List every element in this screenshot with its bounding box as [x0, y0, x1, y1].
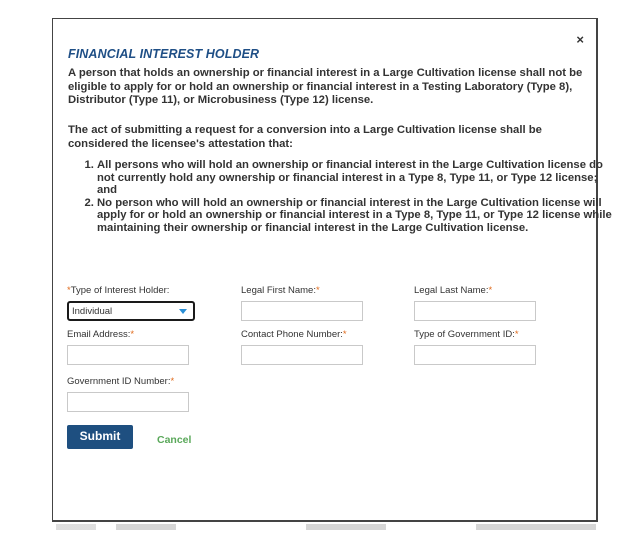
first-name-input[interactable] — [241, 301, 363, 321]
required-mark: * — [170, 376, 175, 387]
first-name-field — [241, 285, 363, 321]
modal-title: FINANCIAL INTEREST HOLDER — [68, 47, 260, 61]
gov-id-type-input[interactable] — [414, 345, 536, 365]
gov-id-type-field — [414, 329, 536, 365]
phone-label: Contact Phone Number:* — [241, 329, 347, 340]
chevron-down-icon — [179, 309, 187, 314]
attestation-list — [68, 159, 619, 234]
attestation-item: 2. No person who will hold an ownership or financial interest in the Large Cultivation license will apply for or hold an ownership or financial interest in a Type 8, Type 11, or Type 12 license while maintaining their ownership or financial interest in the Large Cultivation license. — [97, 197, 619, 235]
eligibility-paragraph: A person that holds an ownership or financial interest in a Large Cultivation license shall not be eligible to apply for or hold an ownership or financial interest in a Testing Laboratory (Type 8), Distributor (Type 11), or Microbusiness (Type 12) license. — [68, 67, 583, 106]
attestation-intro: The act of submitting a request for a conversion into a Large Cultivation license shall be considered the licensee's attestation that: — [68, 124, 542, 150]
phone-input[interactable] — [241, 345, 363, 365]
email-field — [67, 329, 189, 365]
phone-field — [241, 329, 363, 365]
required-mark: * — [342, 329, 347, 340]
required-mark: * — [67, 285, 71, 296]
submit-button[interactable]: Submit — [67, 425, 133, 449]
gov-id-number-field — [67, 376, 189, 412]
background-page — [0, 0, 52, 547]
required-mark: * — [130, 329, 135, 340]
close-icon[interactable]: × — [576, 32, 584, 47]
required-mark: * — [514, 329, 519, 340]
financial-interest-modal — [52, 18, 612, 522]
interest-type-select[interactable] — [67, 301, 195, 321]
attestation-item: 1. All persons who will hold an ownership or financial interest in the Large Cultivation license do not currently hold any ownership or financial interest in a Type 8, Type 11, or Type 12 license; and — [97, 159, 619, 197]
first-name-label: Legal First Name:* — [241, 285, 320, 296]
last-name-field — [414, 285, 536, 321]
interest-type-value: Individual — [72, 306, 113, 317]
gov-id-number-input[interactable] — [67, 392, 189, 412]
last-name-input[interactable] — [414, 301, 536, 321]
last-name-label: Legal Last Name:* — [414, 285, 493, 296]
interest-type-label: *Type of Interest Holder: — [67, 285, 170, 296]
email-label: Email Address:* — [67, 329, 135, 340]
gov-id-type-label: Type of Government ID:* — [414, 329, 519, 340]
interest-type-field — [67, 285, 195, 321]
gov-id-number-label: Government ID Number:* — [67, 376, 175, 387]
required-mark: * — [315, 285, 320, 296]
background-page-strip — [56, 524, 596, 530]
email-input[interactable] — [67, 345, 189, 365]
cancel-button[interactable]: Cancel — [157, 434, 192, 446]
required-mark: * — [488, 285, 493, 296]
